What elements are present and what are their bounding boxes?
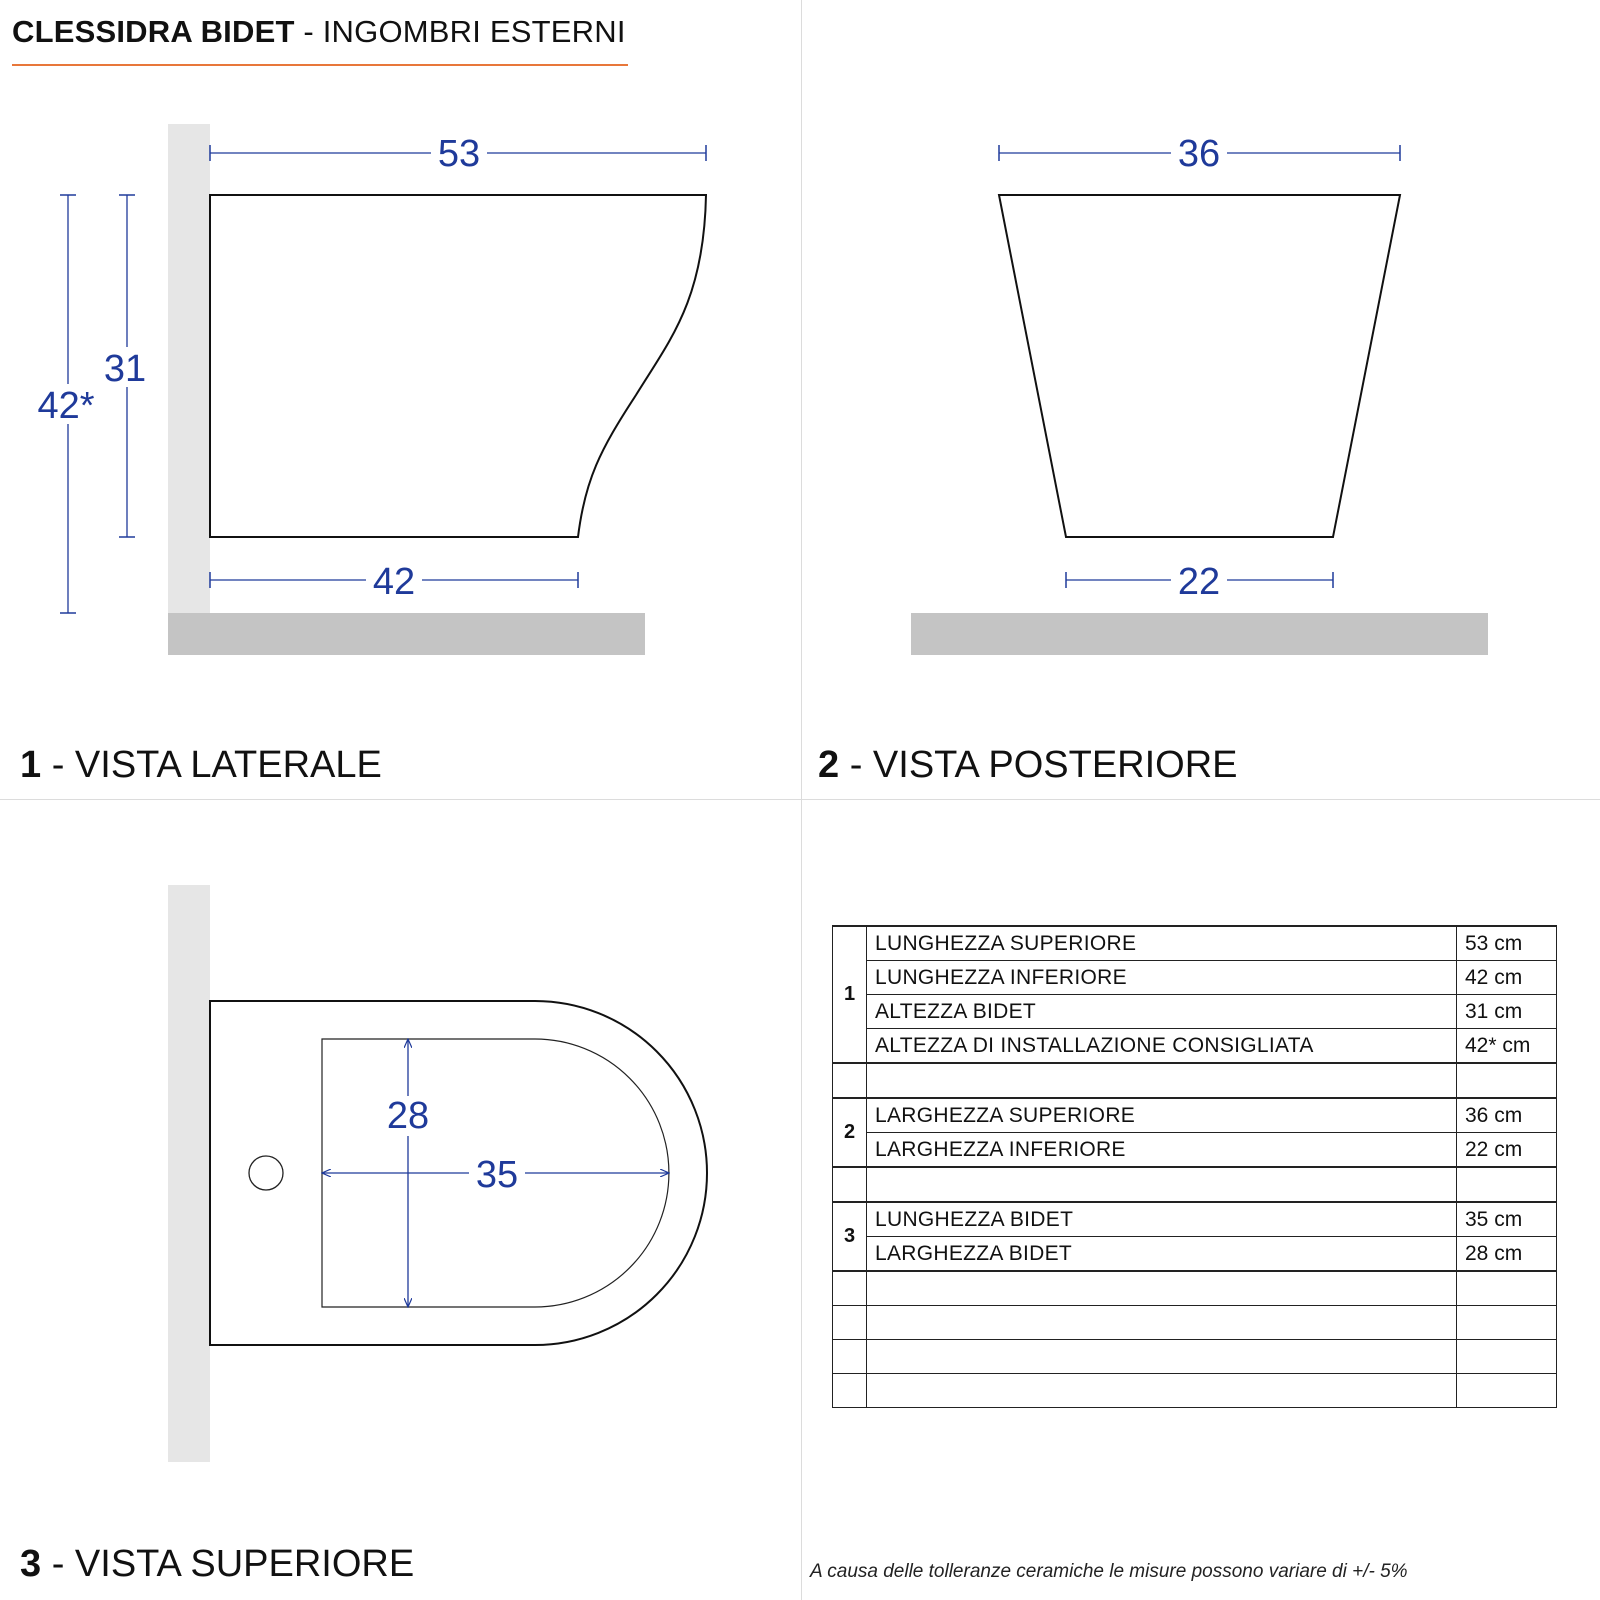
dim-side-height: 31 — [103, 348, 147, 390]
dimension-name: ALTEZZA DI INSTALLAZIONE CONSIGLIATA — [867, 1029, 1457, 1064]
top-view-label — [20, 1543, 414, 1586]
title-subtitle: - INGOMBRI ESTERNI — [294, 14, 626, 49]
dimensions-table — [832, 925, 1557, 1408]
table-row — [833, 1202, 1557, 1237]
dimension-name: LARGHEZZA SUPERIORE — [867, 1098, 1457, 1133]
bidet-rear-outline — [999, 195, 1400, 537]
side-view — [32, 124, 706, 655]
dim-top-width: 28 — [386, 1095, 430, 1137]
rear-view-label — [818, 744, 1238, 787]
table-row — [833, 1133, 1557, 1168]
dim-side-install: 42* — [37, 385, 95, 427]
dim-side-bottom: 42 — [372, 561, 416, 603]
dim-rear-bottom: 22 — [1177, 561, 1221, 603]
side-view-number: 1 — [20, 744, 42, 786]
dimension-value: 42* cm — [1457, 1029, 1557, 1064]
wall — [168, 124, 210, 614]
dimension-name: LARGHEZZA BIDET — [867, 1237, 1457, 1272]
dim-side-top: 53 — [437, 133, 481, 175]
rear-view-title: - VISTA POSTERIORE — [839, 744, 1238, 786]
table-row — [833, 961, 1557, 995]
table-row-empty — [833, 1340, 1557, 1374]
group-cell: 2 — [833, 1098, 867, 1167]
side-view-label — [20, 744, 382, 787]
side-view-title: - VISTA LATERALE — [41, 744, 382, 786]
rear-view — [911, 133, 1488, 655]
wall — [168, 885, 210, 1462]
table-row-empty — [833, 1306, 1557, 1340]
bidet-side-outline — [210, 195, 706, 537]
table-row — [833, 995, 1557, 1029]
floor — [911, 613, 1488, 655]
dimension-value: 22 cm — [1457, 1133, 1557, 1168]
dimension-name: ALTEZZA BIDET — [867, 995, 1457, 1029]
table-row-empty — [833, 1063, 1557, 1098]
tap-hole — [249, 1156, 283, 1190]
group-cell: 3 — [833, 1202, 867, 1271]
floor — [168, 613, 645, 655]
table-row — [833, 1098, 1557, 1133]
table-row-empty — [833, 1167, 1557, 1202]
top-view-title: - VISTA SUPERIORE — [41, 1543, 415, 1585]
dimension-value: 28 cm — [1457, 1237, 1557, 1272]
dimension-value: 35 cm — [1457, 1202, 1557, 1237]
dimension-value: 53 cm — [1457, 926, 1557, 961]
title-bold: CLESSIDRA BIDET — [12, 14, 295, 49]
rear-view-number: 2 — [818, 744, 840, 786]
top-view — [168, 885, 707, 1462]
dim-top-length: 35 — [475, 1154, 519, 1196]
table-row-empty — [833, 1374, 1557, 1408]
table-row — [833, 926, 1557, 961]
dimension-value: 36 cm — [1457, 1098, 1557, 1133]
group-cell: 1 — [833, 926, 867, 1063]
dimension-value: 42 cm — [1457, 961, 1557, 995]
table-row — [833, 1237, 1557, 1272]
dimension-name: LUNGHEZZA INFERIORE — [867, 961, 1457, 995]
dimension-name: LUNGHEZZA SUPERIORE — [867, 926, 1457, 961]
table-row — [833, 1029, 1557, 1064]
dimension-value: 31 cm — [1457, 995, 1557, 1029]
tolerance-footnote: A causa delle tolleranze ceramiche le misure possono variare di +/- 5% — [810, 1561, 1408, 1582]
dimension-name: LARGHEZZA INFERIORE — [867, 1133, 1457, 1168]
top-view-number: 3 — [20, 1543, 42, 1585]
table-row-empty — [833, 1271, 1557, 1306]
dim-rear-top: 36 — [1177, 133, 1221, 175]
dimension-name: LUNGHEZZA BIDET — [867, 1202, 1457, 1237]
